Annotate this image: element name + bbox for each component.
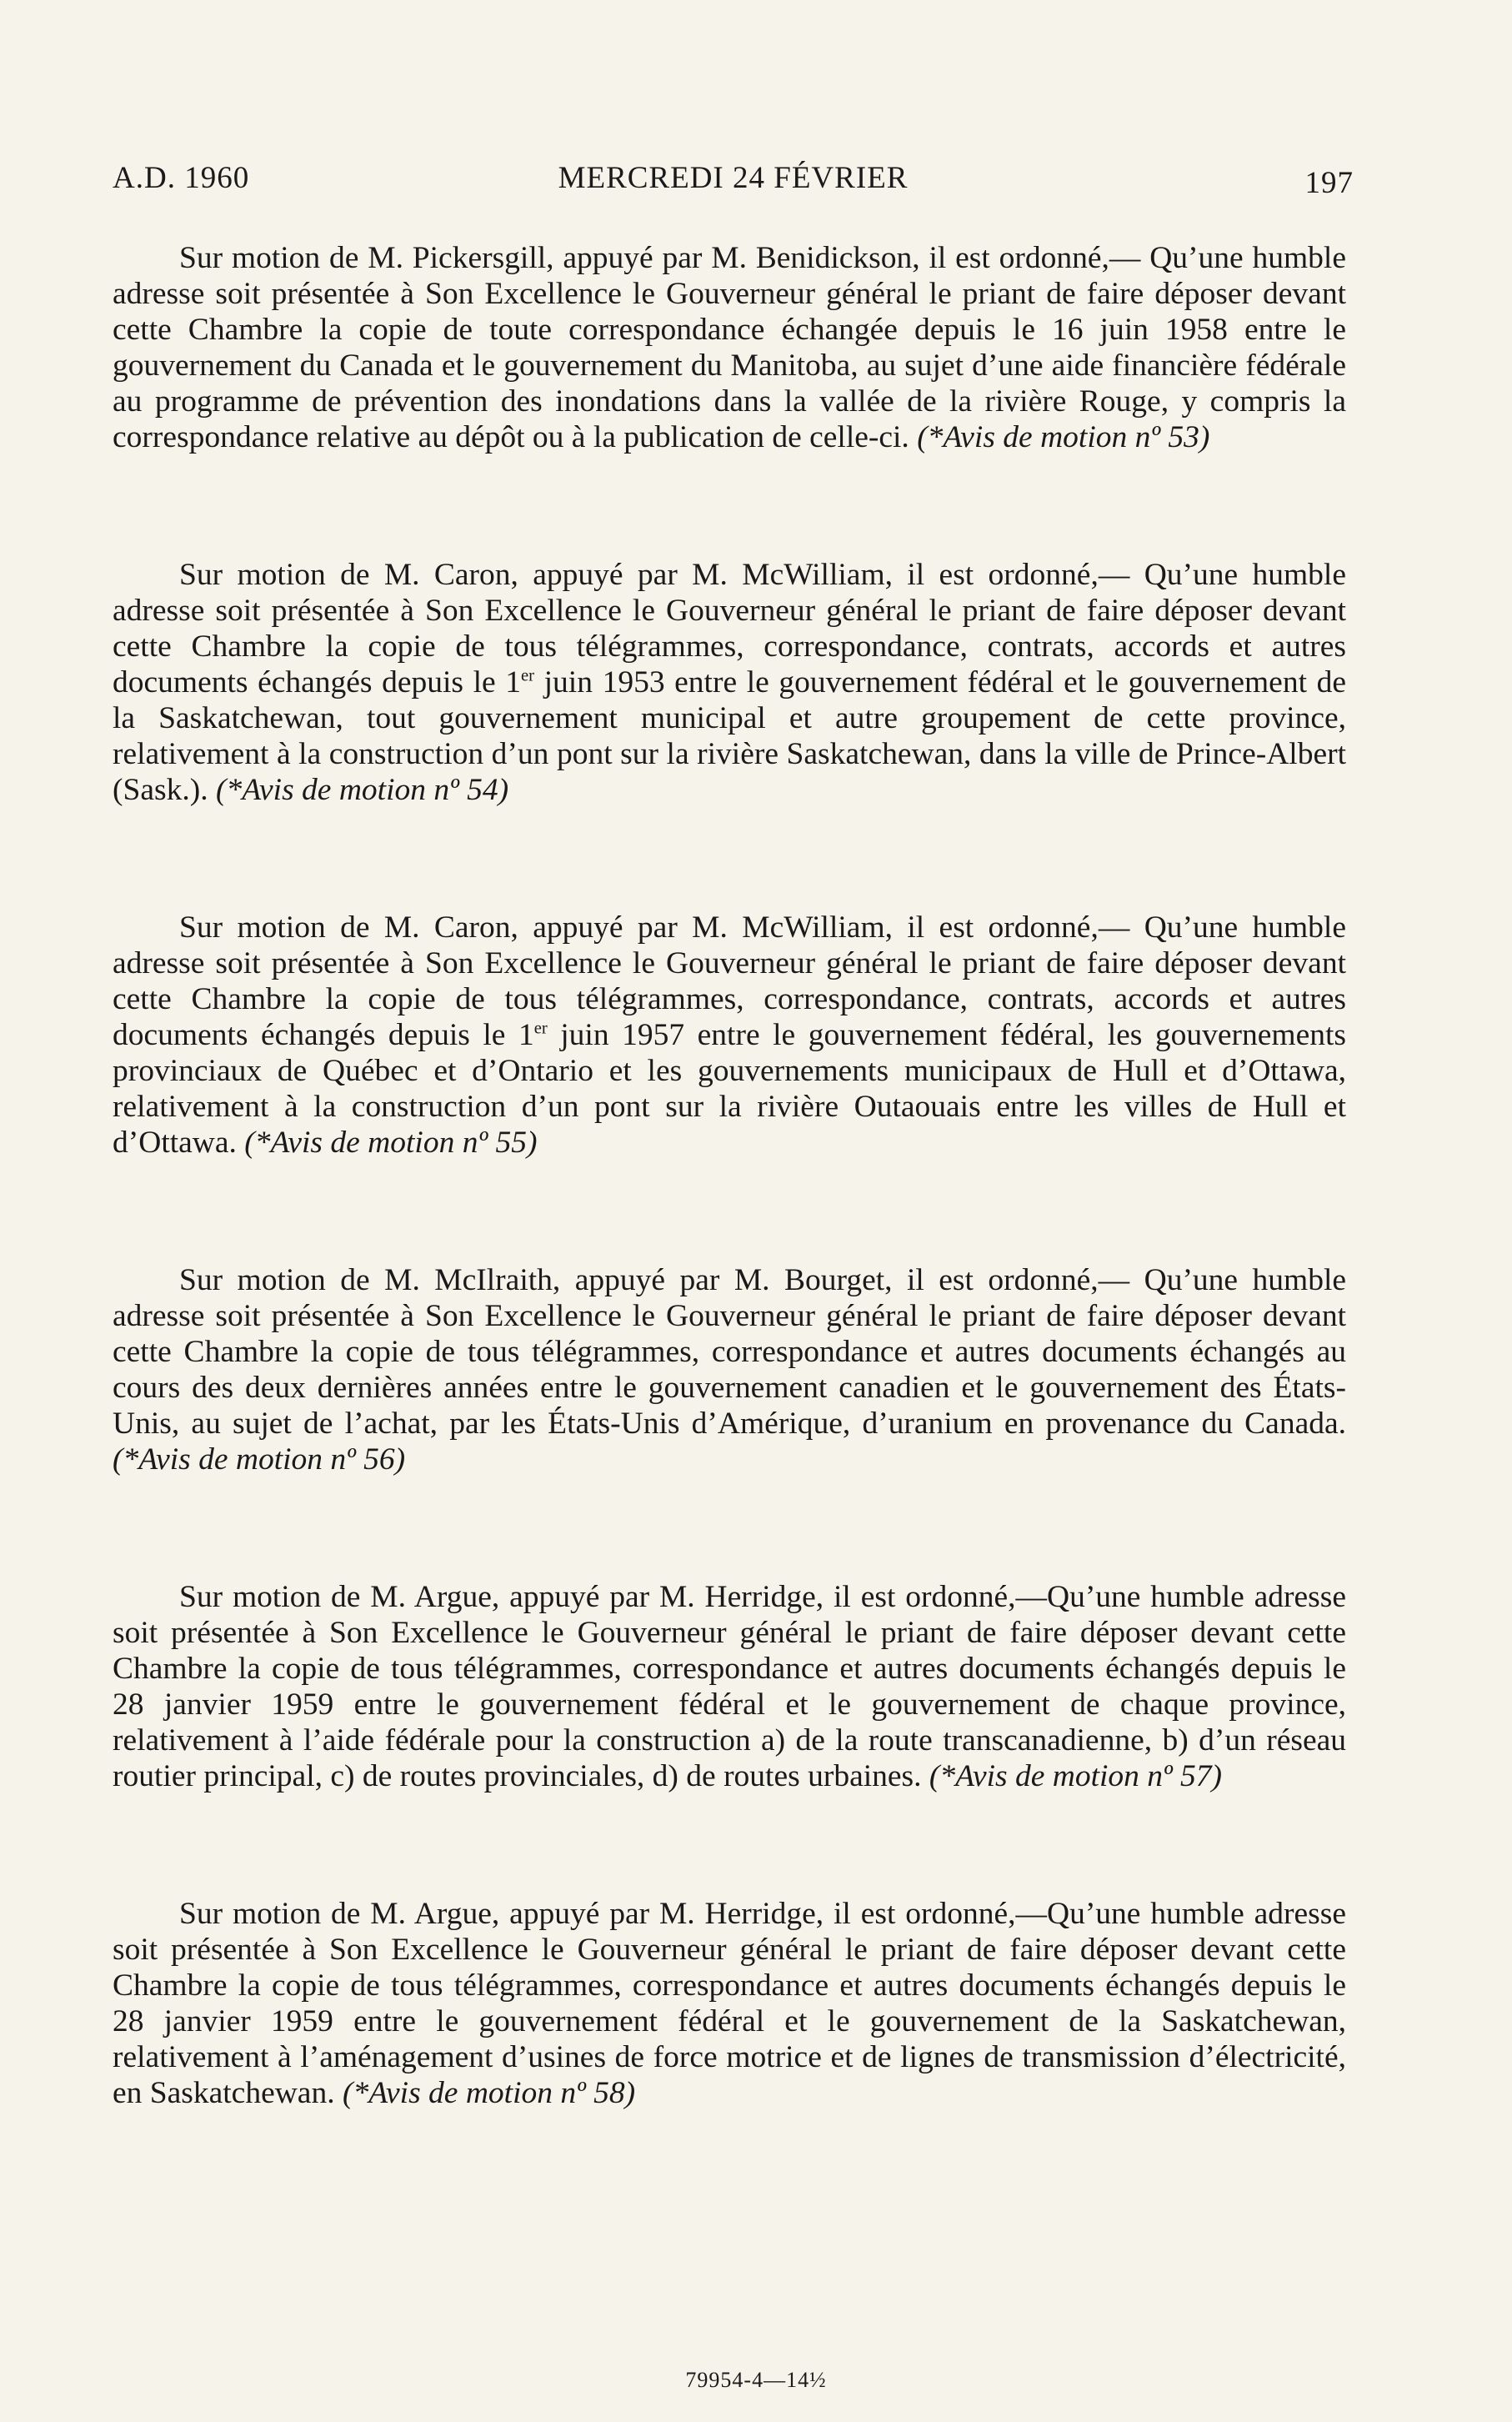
motion-notice: (*Avis de motion nº 58) — [342, 2076, 636, 2110]
motion-58 — [113, 1896, 1346, 2111]
motion-body: Qu’une humble adresse soit présentée à Son Excellence le Gouverneur général le priant de faire déposer devant cette Chambre la copie de tous télégrammes, correspondance et autres documents échangés au cours des deux dernières années entre le gouvernement canadien et le gouvernement des États-Unis, au sujet de l’achat, par les États-Unis d’Amérique, d’uranium en provenance du Canada. — [113, 1263, 1347, 1441]
motion-57 — [113, 1579, 1346, 1794]
motion-notice: (*Avis de motion nº 57) — [929, 1759, 1223, 1793]
motion-53 — [113, 240, 1346, 455]
motion-lead: Sur motion de M. Argue, appuyé par M. Herridge, il est ordonné,— — [179, 1580, 1047, 1614]
motion-lead: Sur motion de M. Caron, appuyé par M. McWilliam, il est ordonné,— — [179, 558, 1130, 592]
motion-body-cont: juin 1957 entre le gouvernement fédéral, les gouvernements provinciaux de Québec et d’Ontario et les gouvernements municipaux de Hull et d’Ottawa, relativement à la construction d’un pont sur la rivière Outaouais entre les villes de Hull et d’Ottawa. — [113, 1018, 1346, 1160]
motion-body: Qu’une humble adresse soit présentée à Son Excellence le Gouverneur général le priant de faire déposer devant cette Chambre la copie de tous télégrammes, correspondance, contrats, accords et autres documents échangés depuis le 1 — [113, 910, 1346, 1052]
header-year: A.D. 1960 — [113, 161, 250, 195]
motion-body: Qu’une humble adresse soit présentée à Son Excellence le Gouverneur général le priant de faire déposer devant cette Chambre la copie de tous télégrammes, correspondance et autres documents échangés depuis le 28 janvier 1959 entre le gouvernement fédéral et le gouvernement de chaque province, relativement à l’aide fédérale pour la construction a) de la route transcanadienne, b) d’un réseau routier principal, c) de routes provinciales, d) de routes urbaines. — [113, 1580, 1346, 1793]
motion-lead: Sur motion de M. McIlraith, appuyé par M. Bourget, il est ordonné,— — [179, 1263, 1130, 1297]
motion-notice: (*Avis de motion nº 54) — [215, 773, 509, 807]
motion-55 — [113, 910, 1346, 1161]
motion-notice: (*Avis de motion nº 56) — [113, 1442, 406, 1477]
motion-notice: (*Avis de motion nº 55) — [244, 1126, 538, 1160]
header-date: MERCREDI 24 FÉVRIER — [558, 161, 909, 195]
motion-body: Qu’une humble adresse soit présentée à Son Excellence le Gouverneur général le priant de faire déposer devant cette Chambre la copie de toute correspondance échangée depuis le 16 juin 1958 entre le gouvernement du Canada et le gouvernement du Manitoba, au sujet d’une aide financière fédérale au programme de prévention des inondations dans la vallée de la rivière Rouge, y compris la correspondance relative au dépôt ou à la publication de celle-ci. — [113, 241, 1346, 454]
motion-notice: (*Avis de motion nº 53) — [917, 420, 1210, 454]
motion-body-cont: juin 1953 entre le gouvernement fédéral et le gouvernement de la Saskatchewan, tout gouvernement municipal et autre groupement de cette province, relativement à la construction d’un pont sur la rivière Saskatchewan, dans la ville de Prince-Albert (Sask.). — [113, 665, 1346, 807]
ordinal-superscript: er — [533, 1019, 548, 1038]
page-header — [113, 160, 1354, 202]
motion-body: Qu’une humble adresse soit présentée à Son Excellence le Gouverneur général le priant de faire déposer devant cette Chambre la copie de tous télégrammes, correspondance, contrats, accords et autres documents échangés depuis le 1 — [113, 558, 1346, 700]
motions-list — [113, 240, 1346, 2213]
motion-lead: Sur motion de M. Pickersgill, appuyé par M. Benidickson, il est ordonné,— — [179, 241, 1141, 275]
page-number: 197 — [1304, 166, 1354, 200]
motion-lead: Sur motion de M. Argue, appuyé par M. Herridge, il est ordonné,— — [179, 1897, 1047, 1931]
printer-signature: 79954-4—14½ — [685, 2368, 827, 2392]
motion-body: Qu’une humble adresse soit présentée à Son Excellence le Gouverneur général le priant de faire déposer devant cette Chambre la copie de tous télégrammes, correspondance et autres documents échangés depuis le 28 janvier 1959 entre le gouvernement fédéral et le gouvernement de la Saskatchewan, relativement à l’aménagement d’usines de force motrice et de lignes de transmission d’électricité, en Saskatchewan. — [113, 1897, 1346, 2110]
ordinal-superscript: er — [521, 666, 535, 685]
motion-54 — [113, 557, 1346, 808]
motion-lead: Sur motion de M. Caron, appuyé par M. McWilliam, il est ordonné,— — [179, 910, 1130, 945]
motion-56 — [113, 1262, 1346, 1477]
